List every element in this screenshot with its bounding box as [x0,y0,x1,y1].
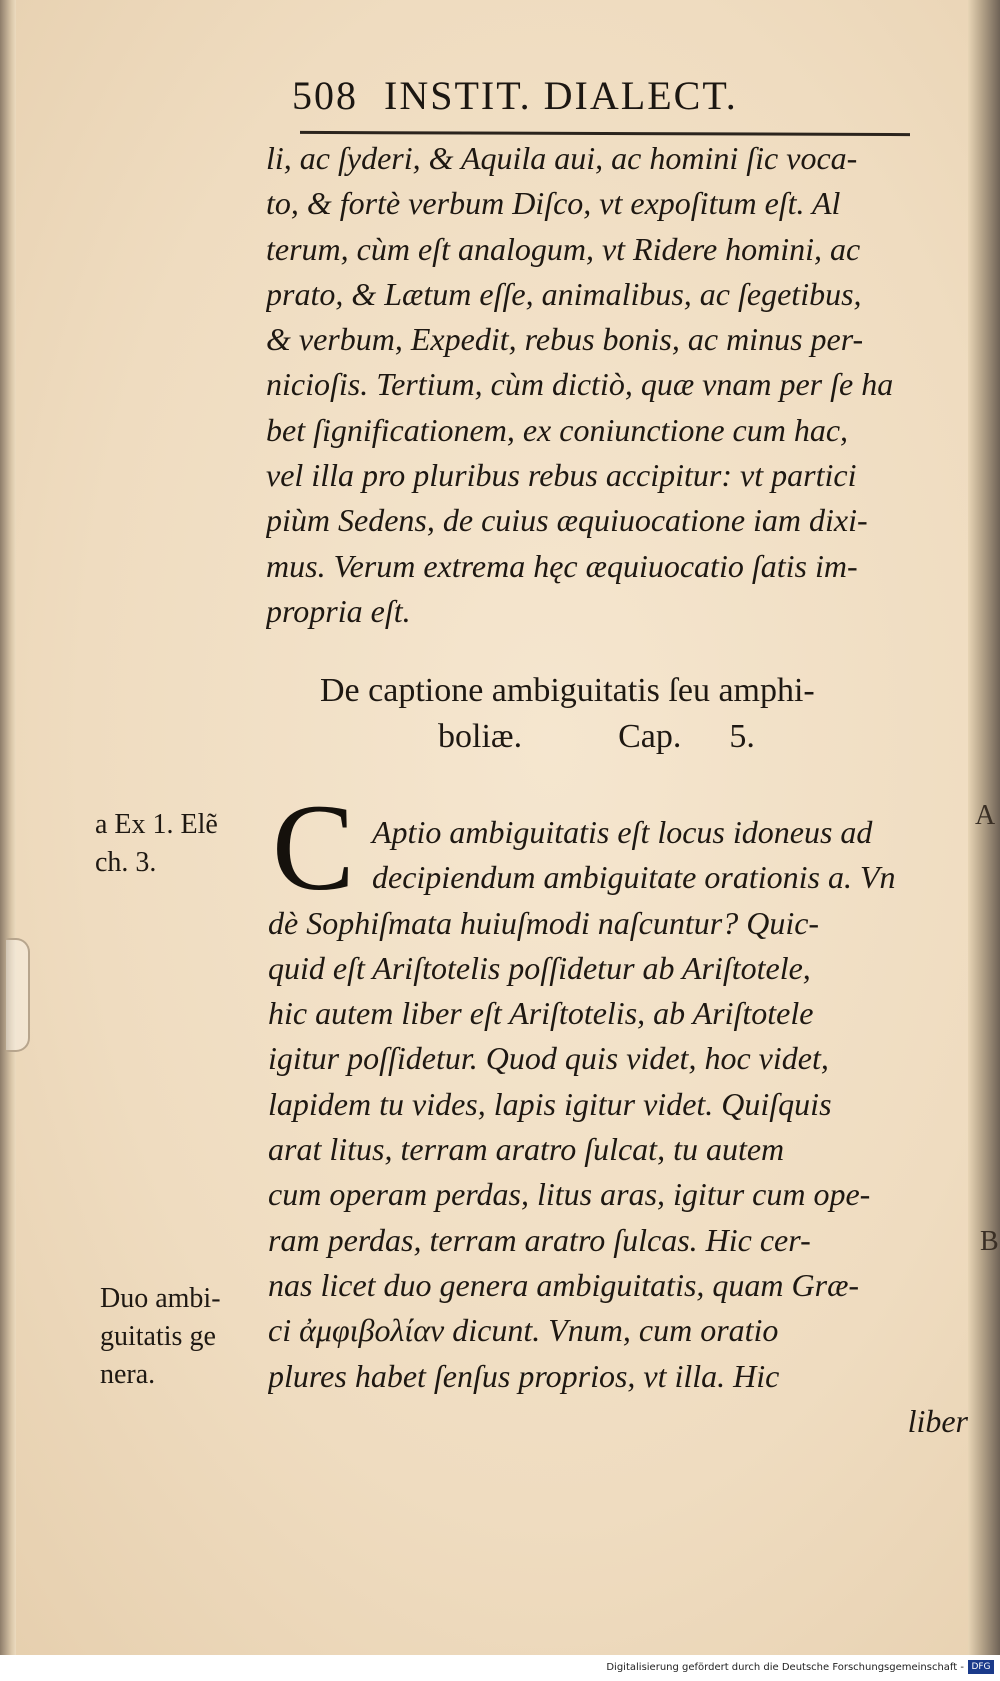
margin-note-line: guitatis ge [100,1321,216,1352]
chapter-number: 5. [729,718,755,755]
edge-letter-a: A [975,800,996,831]
text-line: nas licet duo genera ambiguitatis, quam Græ- [268,1266,860,1303]
margin-note-topic [100,1280,221,1394]
footer-credit: Digitalisierung gefördert durch die Deutsche Forschungsgemeinschaft - [606,1662,964,1673]
text-line: nicioſis. Tertium, cùm dictiò, quæ vnam per ſe ha [266,366,894,403]
page-clip [6,938,30,1052]
text-line: prato, & Lætum eſſe, animalibus, ac ſegetibus, [266,275,862,312]
margin-note-line: Duo ambi- [100,1283,221,1314]
text-line: Aptio ambiguitatis eſt locus idoneus ad [372,814,873,850]
text-line: & verbum, Expedit, rebus bonis, ac minus per- [266,321,864,358]
text-line: igitur poſſidetur. Quod quis videt, hoc videt, [268,1040,829,1077]
page-number: 508 [292,73,358,118]
margin-note-line: a Ex 1. Elẽ [95,809,218,840]
chapter-title-end: boliæ. [438,718,523,755]
edge-letter-b: B [980,1226,999,1257]
text-block-main [268,810,978,1444]
digitization-footer [0,1655,1000,1681]
text-line: cum operam perdas, litus aras, igitur cum ope- [268,1176,871,1213]
drop-initial: C [272,779,355,916]
text-line: ci ἀμφιβολίαν dicunt. Vnum, cum oratio [268,1312,779,1349]
text-line: piùm Sedens, de cuius æquiuocatione iam dixi- [266,502,868,539]
text-line: mus. Verum extrema hęc æquiuocatio ſatis im- [266,547,858,584]
text-line: ram perdas, terram aratro ſulcas. Hic cer- [268,1221,811,1258]
text-line: quid eſt Ariſtotelis poſſidetur ab Ariſtotele, [268,949,811,986]
margin-note-source [95,806,218,882]
text-line: lapidem tu vides, lapis igitur videt. Quiſquis [268,1085,832,1122]
running-header [292,72,912,128]
chapter-cap-label: Cap. [618,718,682,755]
chapter-title-line2 [320,714,940,760]
text-line: arat litus, terram aratro ſulcat, tu autem [268,1131,785,1168]
text-line: li, ac ſyderi, & Aquila aui, ac homini ſic voca- [266,140,858,176]
text-line: to, & fortè verbum Diſco, vt expoſitum eſt. Al [266,185,841,222]
text-line: bet ſignificationem, ex coniunctione cum hac, [266,411,849,448]
text-line: terum, cùm eſt analogum, vt Ridere homini, ac [266,230,861,267]
running-title: INSTIT. DIALECT. [384,73,738,118]
text-line-catchword: liber [907,1402,968,1439]
margin-note-line: nera. [100,1359,156,1390]
text-line: dè Sophiſmata huiuſmodi naſcuntur? Quic- [268,904,820,941]
chapter-title-line1: De captione ambiguitatis ſeu amphi- [320,672,815,709]
text-line: plures habet ſenſus proprios, vt illa. Hic [268,1357,780,1394]
dfg-logo: DFG [968,1660,994,1674]
text-line: decipiendum ambiguitate orationis a. Vn [372,859,896,896]
text-line: hic autem liber eſt Ariſtotelis, ab Ariſtotele [268,995,814,1032]
page-left-edge [0,0,16,1655]
chapter-heading [320,668,940,760]
text-block-top [266,136,972,634]
text-line: vel illa pro pluribus rebus accipitur: vt partici [266,457,857,494]
margin-note-line: ch. 3. [95,847,157,878]
text-line: propria eſt. [266,592,411,629]
